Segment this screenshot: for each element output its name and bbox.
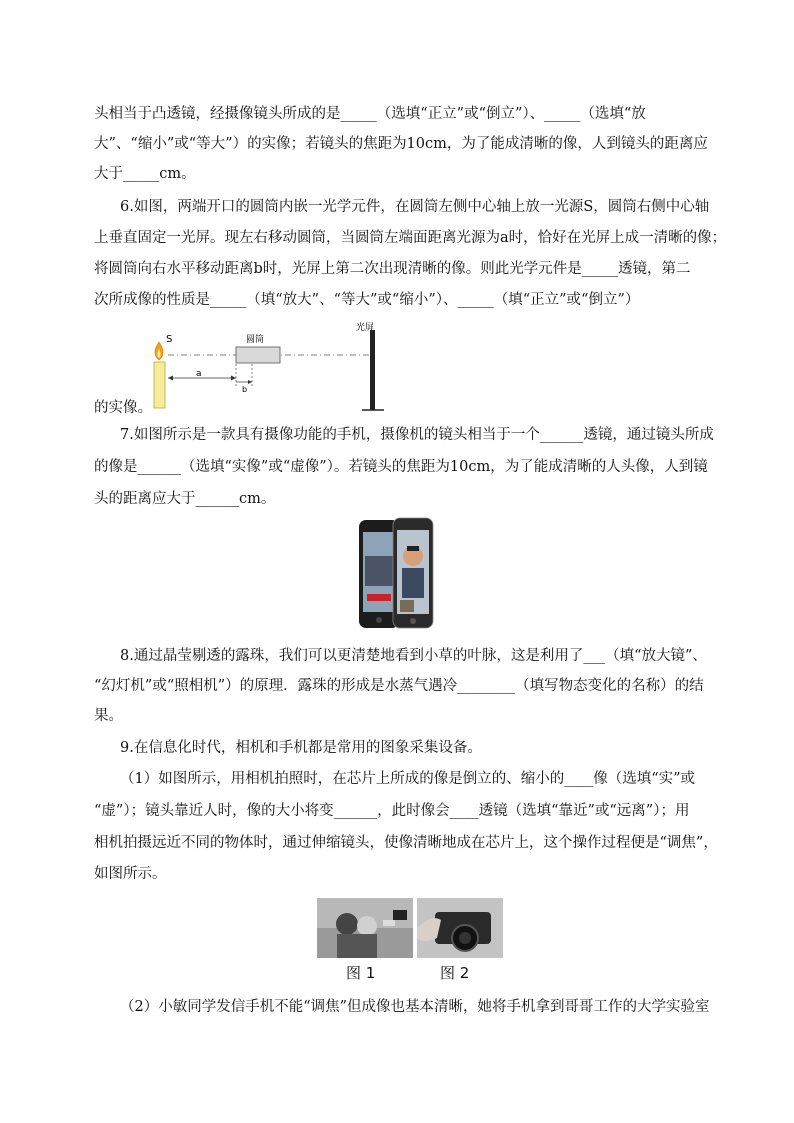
q7-line-3: 头的距离应大于______cm。 xyxy=(94,491,276,507)
q9-line-4: 相机拍摄远近不同的物体时，通过伸缩镜头，使像清晰地成在芯片上，这个操作过程便是“调焦”， xyxy=(94,835,718,851)
q9-line-2: （1）如图所示，用相机拍照时，在芯片上所成的像是倒立的、缩小的____像（选填“实”或 xyxy=(120,771,696,787)
q9-line-3: “虚”）；镜头靠近人时，像的大小将变______，此时像会____透镜（选填“靠近”或“远离”）；用 xyxy=(94,803,690,819)
q6-line-4: 次所成像的性质是_____（填“放大”、“等大”或“缩小”）、_____（填“正立”或“倒立”） xyxy=(94,292,640,308)
candle xyxy=(154,362,165,408)
source-label: S xyxy=(166,334,173,345)
camera-photo-2 xyxy=(417,898,503,958)
dist-b-label: b xyxy=(242,385,248,394)
q6-line-3: 将圆筒向右水平移动距离b时，光屏上第二次出现清晰的像。则此光学元件是_____透镜，第二 xyxy=(94,261,691,277)
q7-line-1: 7.如图所示是一款具有摄像功能的手机，摄像机的镜头相当于一个______透镜，通过镜头所成 xyxy=(120,427,714,443)
screen-label: 光屏 xyxy=(356,323,375,333)
fig2-caption: 图 2 xyxy=(440,964,470,982)
q6-line-5: 的实像。 xyxy=(94,400,152,416)
camera-photo-1 xyxy=(317,898,413,958)
q6-line-2: 上垂直固定一光屏。现左右移动圆筒，当圆筒左端面距离光源为a时，恰好在光屏上成一清晰的像； xyxy=(94,230,727,246)
q8-line-1: 8.通过晶莹剔透的露珠，我们可以更清楚地看到小草的叶脉，这是利用了___（填“放大镜”、 xyxy=(120,648,707,664)
fig1-caption: 图 1 xyxy=(346,964,376,982)
dist-a-label: a xyxy=(196,369,202,379)
q7-line-2: 的像是______（选填“实像”或“虚像”）。若镜头的焦距为10cm，为了能成清晰的人头像，人到镜 xyxy=(94,459,708,475)
line-3: 大于_____cm。 xyxy=(94,166,196,182)
tube xyxy=(236,347,280,363)
tube-label: 圆筒 xyxy=(246,335,265,345)
q9-line-5: 如图所示。 xyxy=(94,866,167,882)
screen xyxy=(370,330,375,410)
line-2: 大”、“缩小”或“等大”）的实像；若镜头的焦距为10cm，为了能成清晰的像，人到镜头的距离应 xyxy=(94,136,708,152)
q9-line-1: 9.在信息化时代，相机和手机都是常用的图象采集设备。 xyxy=(120,740,482,756)
q6-line-1: 6.如图，两端开口的圆筒内嵌一光学元件，在圆筒左侧中心轴上放一光源S，圆筒右侧中心轴 xyxy=(120,199,710,215)
q8-line-3: 果。 xyxy=(94,708,123,724)
line-1: 头相当于凸透镜，经摄像镜头所成的是_____（选填“正立”或“倒立”）、_____（选填“放 xyxy=(94,106,646,122)
optics-diagram xyxy=(148,322,398,414)
q8-line-2: “幻灯机”或“照相机”）的原理．露珠的形成是水蒸气遇冷________（填写物态变化的名称）的结 xyxy=(94,678,704,694)
phone-image xyxy=(357,516,435,632)
q9-line-6: （2）小敏同学发信手机不能“调焦”但成像也基本清晰，她将手机拿到哥哥工作的大学实验室 xyxy=(120,999,710,1015)
